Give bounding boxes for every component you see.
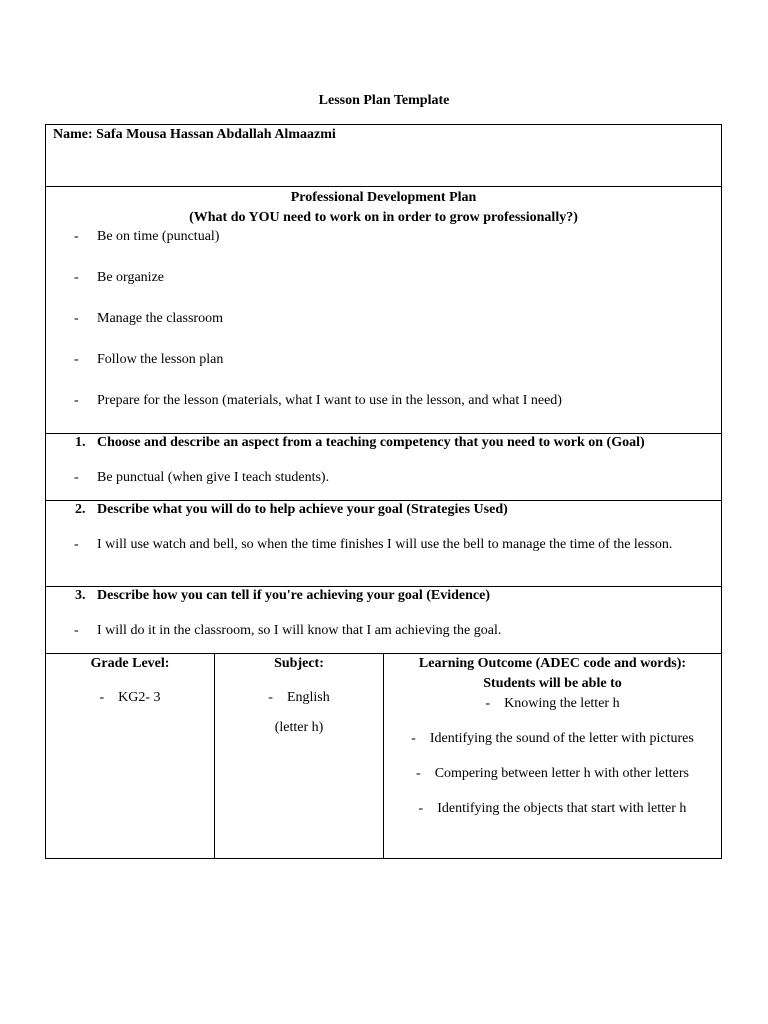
goal-item-text: Be punctual (when give I teach students). <box>97 470 330 485</box>
strategies-number: 2. <box>75 502 86 517</box>
pdp-list <box>46 228 721 410</box>
list-item-text: Follow the lesson plan <box>97 352 224 367</box>
list-item <box>46 228 721 269</box>
strategies-item-text: I will use watch and bell, so when the time finishes I will use the bell to manage the time of the lesson. <box>97 537 673 552</box>
evidence-number: 3. <box>75 588 86 603</box>
goal-heading <box>46 434 721 452</box>
dash-bullet: - <box>99 690 105 705</box>
goal-section <box>46 434 721 501</box>
grade-level-heading: Grade Level: <box>90 656 170 671</box>
learning-outcome-cell <box>384 654 721 858</box>
goal-number: 1. <box>75 435 86 450</box>
strategies-item <box>46 536 721 554</box>
goal-heading-text: Choose and describe an aspect from a teaching competency that you need to work on (Goal) <box>97 435 645 450</box>
evidence-heading <box>46 587 721 605</box>
list-item <box>384 800 721 818</box>
list-item <box>46 269 721 310</box>
list-item <box>384 695 721 713</box>
strategies-section <box>46 501 721 587</box>
dash-bullet: - <box>74 270 79 285</box>
dash-bullet: - <box>74 470 79 485</box>
grade-level-value: KG2- 3 <box>118 690 161 705</box>
pdp-heading: Professional Development Plan <box>290 190 477 205</box>
dash-bullet: - <box>416 766 421 781</box>
list-item <box>46 351 721 392</box>
list-item <box>46 392 721 410</box>
subject-heading: Subject: <box>274 656 324 671</box>
strategies-heading <box>46 501 721 519</box>
list-item <box>384 730 721 748</box>
document-title: Lesson Plan Template <box>318 93 450 108</box>
list-item <box>46 310 721 351</box>
list-item-text: Identifying the sound of the letter with pictures <box>429 731 694 746</box>
evidence-section <box>46 587 721 654</box>
list-item-text: Knowing the letter h <box>504 696 620 711</box>
dash-bullet: - <box>485 696 491 711</box>
list-item-text: Be organize <box>97 270 164 285</box>
name-section <box>46 125 721 187</box>
professional-development-section <box>46 187 721 434</box>
list-item <box>384 765 721 783</box>
dash-bullet: - <box>268 690 273 705</box>
list-item-text: Compering between letter h with other letters <box>434 766 689 781</box>
dash-bullet: - <box>74 229 79 244</box>
strategies-heading-text: Describe what you will do to help achieve your goal (Strategies Used) <box>97 502 508 517</box>
dash-bullet: - <box>418 801 424 816</box>
evidence-heading-text: Describe how you can tell if you're achieving your goal (Evidence) <box>97 588 491 603</box>
dash-bullet: - <box>74 393 79 408</box>
evidence-item <box>46 622 721 640</box>
goal-item <box>46 469 721 487</box>
dash-bullet: - <box>74 623 79 638</box>
lesson-details-row <box>46 654 721 858</box>
dash-bullet: - <box>74 537 79 552</box>
lesson-plan-table <box>45 124 722 859</box>
list-item-text: Identifying the objects that start with letter h <box>437 801 687 816</box>
list-item-text: Manage the classroom <box>97 311 223 326</box>
list-item-text: Be on time (punctual) <box>97 229 220 244</box>
pdp-subheading: (What do YOU need to work on in order to grow professionally?) <box>189 210 578 225</box>
dash-bullet: - <box>411 731 416 746</box>
subject-note: (letter h) <box>274 720 324 735</box>
grade-level-cell <box>46 654 215 858</box>
learning-outcome-heading: Learning Outcome (ADEC code and words): <box>418 656 687 671</box>
subject-value: English <box>286 690 330 705</box>
subject-cell <box>215 654 384 858</box>
dash-bullet: - <box>74 311 79 326</box>
dash-bullet: - <box>74 352 79 367</box>
learning-outcome-subheading: Students will be able to <box>483 676 622 691</box>
subject-item <box>215 689 383 707</box>
list-item-text: Prepare for the lesson (materials, what I want to use in the lesson, and what I need) <box>97 393 562 408</box>
evidence-item-text: I will do it in the classroom, so I will know that I am achieving the goal. <box>97 623 502 638</box>
teacher-name: Name: Safa Mousa Hassan Abdallah Almaazmi <box>53 127 336 142</box>
grade-level-item <box>46 689 214 707</box>
